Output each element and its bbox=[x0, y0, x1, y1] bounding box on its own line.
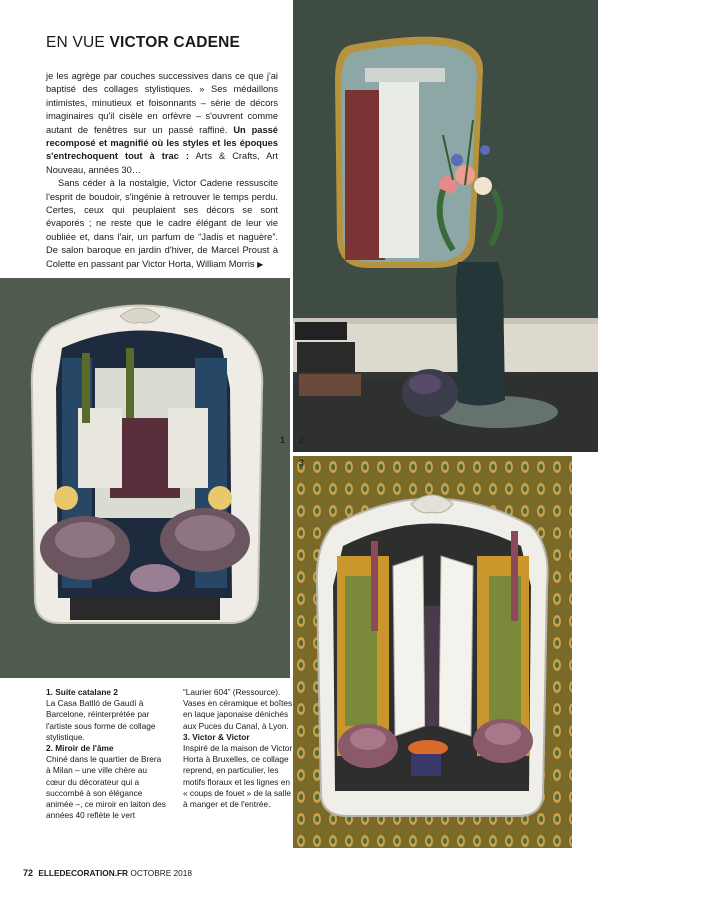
artist-name: VICTOR CADENE bbox=[109, 34, 241, 51]
caption-column-left bbox=[46, 687, 168, 821]
mirror-vase-illustration bbox=[293, 0, 598, 452]
caption-2-text: Chiné dans le quartier de Brera à Milan – une ville chère au cœur du décorateur qui a succombé à son élégance animée –, ce miroir en laiton des années 40 reflète le vert bbox=[46, 754, 166, 821]
caption-1-title: 1. Suite catalane 2 bbox=[46, 687, 118, 697]
issue-date: OCTOBRE 2018 bbox=[130, 868, 193, 878]
article-bold-phrase: Un passé recomposé et magnifié où les styles et les époques s'entrechoquent tout à trac : bbox=[46, 124, 278, 162]
page-footer bbox=[23, 868, 192, 878]
figure-number-3: 3 bbox=[299, 458, 305, 468]
magazine-name: ELLEDECORATION.FR bbox=[38, 868, 129, 878]
article-paragraph-2: Sans céder à la nostalgie, Victor Cadene ressuscite l'esprit de boudoir, s'ingénie à retrouver le temps perdu. Certes, ceux qui peuplaient ses décors se sont évaporés ; ne reste que le cadre élégant de leur vie oubliée et, dans l'air, un parfum de “Jadis et naguère”. De salon baroque en jardin d'hiver, de Marcel Proust à Colette en passant par Victor Horta, William Morris ▶ bbox=[46, 178, 278, 269]
figure-number-2: 2 bbox=[299, 435, 305, 445]
section-heading bbox=[46, 34, 240, 52]
continue-arrow-icon: ▶ bbox=[257, 259, 264, 269]
caption-3-title: 3. Victor & Victor bbox=[183, 731, 250, 742]
section-label: EN VUE bbox=[46, 34, 105, 51]
caption-2-title: 2. Miroir de l'âme bbox=[46, 743, 114, 754]
figure-number-1: 1 bbox=[280, 435, 286, 445]
caption-2-continuation: “Laurier 604” (Ressource). Vases en céramique et boîtes en laque japonaise dénichés aux Puces du Canal, à Lyon. bbox=[183, 687, 293, 731]
caption-column-right bbox=[183, 687, 293, 810]
photo-victor-horta bbox=[293, 456, 572, 848]
article-body bbox=[46, 70, 278, 271]
page-number: 72 bbox=[23, 868, 34, 878]
caption-3-text: Inspiré de la maison de Victor Horta à Bruxelles, ce collage reprend, en particulier, les motifs floraux et les lignes en « coups de fouet » de la salle à manger et de l'entrée. bbox=[183, 743, 293, 810]
suite-catalane-illustration bbox=[0, 278, 290, 678]
victor-horta-illustration bbox=[293, 456, 572, 848]
article-paragraph-1: je les agrège par couches successives dans ce que j'ai baptisé des collages stylistiques. » Ses médaillons intimistes, minutieux et foisonnants – série de décors imaginaires qu'il cisèle en orfèvre – s'ouvrent comme autant de fenêtres sur un passé raffiné. Un passé recomposé et magnifié où les styles et les époques s'entrechoquent tout à trac : Arts & Crafts, Art Nouveau, années 30… bbox=[46, 71, 278, 175]
photo-mirror-vase bbox=[293, 0, 598, 452]
photo-suite-catalane bbox=[0, 278, 290, 678]
caption-1-text: La Casa Batlló de Gaudí à Barcelone, réinterprétée par l'artiste sous forme de collage stylistique. bbox=[46, 698, 156, 742]
